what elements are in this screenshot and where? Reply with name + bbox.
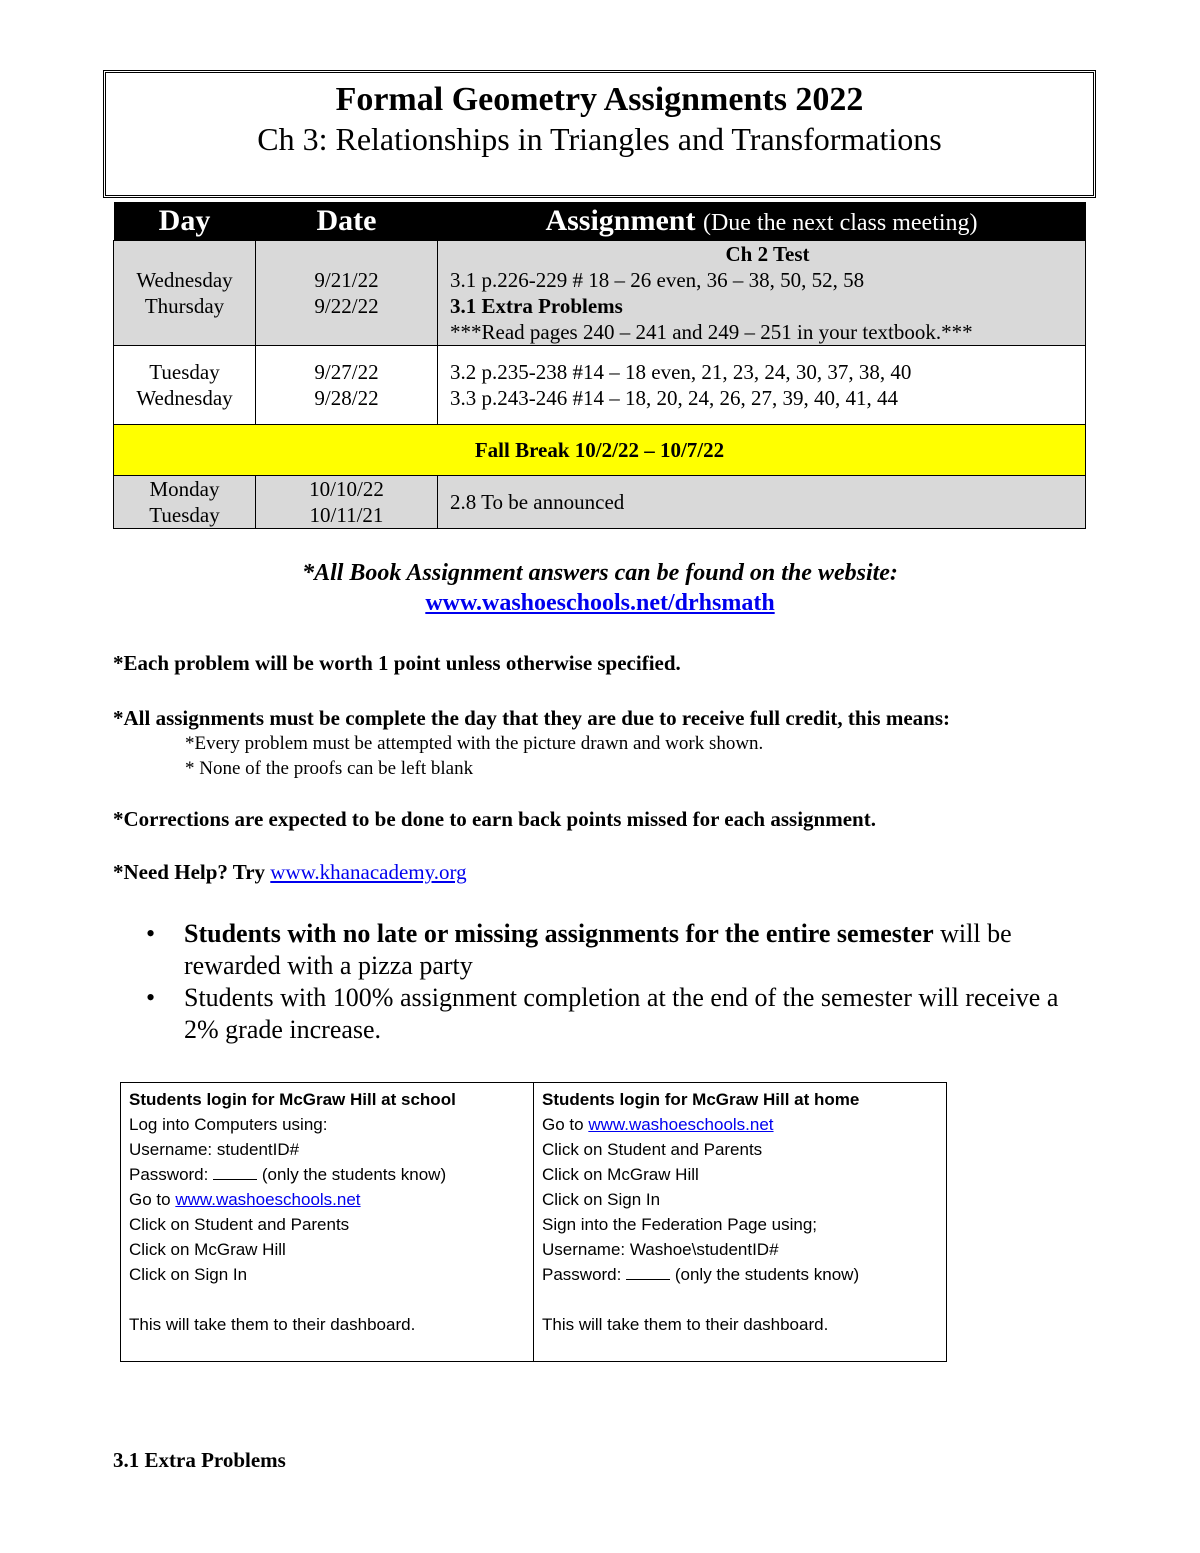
date-text: 9/27/22 [314, 360, 379, 384]
answers-note: *All Book Assignment answers can be found on the website: [302, 560, 898, 586]
date-cell [256, 241, 438, 346]
help-label: *Need Help? Try [113, 860, 266, 884]
login-home-heading: Students login for McGraw Hill at home [542, 1090, 860, 1109]
goto-label: Go to [129, 1190, 171, 1209]
header-day: Day [114, 202, 256, 241]
complete-note: *All assignments must be complete the day that they are due to receive full credit, this means: [113, 706, 950, 730]
password-note: (only the students know) [261, 1165, 447, 1184]
date-cell [256, 346, 438, 425]
fall-break-row [114, 425, 1086, 476]
date-text: 9/21/22 [314, 268, 379, 292]
fall-break-text: Fall Break 10/2/22 – 10/7/22 [114, 425, 1086, 476]
header-assignment-label: Assignment [545, 204, 696, 237]
login-line: Click on Sign In [129, 1265, 248, 1284]
date-text: 9/28/22 [314, 386, 379, 410]
assignment-line: 3.1 Extra Problems [450, 294, 623, 318]
page-subtitle: Ch 3: Relationships in Triangles and Transformations [257, 121, 942, 157]
schedule-header-row [114, 202, 1086, 241]
login-line: Click on Student and Parents [129, 1215, 350, 1234]
assignment-line: Ch 2 Test [725, 242, 810, 266]
title-box [103, 70, 1096, 198]
assignment-line: 3.3 p.243-246 #14 – 18, 20, 24, 26, 27, 39, 40, 41, 44 [450, 386, 898, 410]
login-home-cell [534, 1083, 947, 1362]
login-line [129, 1162, 525, 1187]
login-table [120, 1082, 947, 1362]
page-title: Formal Geometry Assignments 2022 [335, 81, 864, 118]
answers-link[interactable]: www.washoeschools.net/drhsmath [425, 590, 775, 616]
password-label: Password: [542, 1265, 622, 1284]
login-line: This will take them to their dashboard. [129, 1315, 416, 1334]
assignment-cell [438, 241, 1086, 346]
password-label: Password: [129, 1165, 209, 1184]
day-cell [114, 241, 256, 346]
password-blank [626, 1265, 670, 1280]
login-school-heading: Students login for McGraw Hill at school [129, 1090, 456, 1109]
day-text: Thursday [144, 294, 225, 318]
day-text: Tuesday [149, 360, 220, 384]
date-text: 10/11/21 [309, 503, 384, 527]
header-date: Date [256, 202, 438, 241]
bullet-icon: • [146, 983, 156, 1012]
help-note [113, 860, 467, 885]
header-assignment [438, 202, 1086, 241]
assignment-cell [438, 476, 1086, 529]
extra-problems-heading: 3.1 Extra Problems [113, 1448, 286, 1472]
goto-label: Go to [542, 1115, 584, 1134]
assignment-line: 2.8 To be announced [450, 490, 625, 514]
schedule-table [113, 202, 1086, 529]
reward-bold: Students with no late or missing assignments for the entire semester [184, 919, 934, 948]
day-text: Monday [149, 477, 220, 501]
complete-sub-1: *Every problem must be attempted with the picture drawn and work shown. [185, 733, 764, 754]
login-school-cell [121, 1083, 534, 1362]
login-line [542, 1112, 938, 1137]
password-blank [213, 1165, 257, 1180]
list-item [140, 918, 1080, 982]
login-line: Click on Sign In [542, 1190, 661, 1209]
reward-text: Students with 100% assignment completion at the end of the semester will receive a 2% grade increase. [184, 983, 1059, 1044]
points-note: *Each problem will be worth 1 point unless otherwise specified. [113, 651, 681, 675]
corrections-note: *Corrections are expected to be done to earn back points missed for each assignment. [113, 807, 876, 831]
login-line: Username: Washoe\studentID# [542, 1240, 779, 1259]
login-line: Username: studentID# [129, 1140, 300, 1159]
khan-link[interactable]: www.khanacademy.org [270, 860, 467, 884]
day-cell [114, 476, 256, 529]
day-text: Wednesday [136, 268, 233, 292]
complete-sub-2: * None of the proofs can be left blank [185, 758, 474, 779]
washoe-link[interactable]: www.washoeschools.net [588, 1115, 774, 1134]
washoe-link[interactable]: www.washoeschools.net [175, 1190, 361, 1209]
answers-link-wrap [0, 590, 1200, 617]
date-cell [256, 476, 438, 529]
assignment-line: ***Read pages 240 – 241 and 249 – 251 in your textbook.*** [450, 320, 973, 344]
date-text: 9/22/22 [314, 294, 379, 318]
login-line: Click on McGraw Hill [129, 1240, 286, 1259]
login-line [542, 1262, 938, 1287]
date-text: 10/10/22 [309, 477, 384, 501]
login-line: Log into Computers using: [129, 1115, 328, 1134]
assignment-cell [438, 346, 1086, 425]
login-line: Click on Student and Parents [542, 1140, 763, 1159]
bullet-icon: • [146, 919, 156, 948]
login-line: Click on McGraw Hill [542, 1165, 699, 1184]
login-line: This will take them to their dashboard. [542, 1315, 829, 1334]
table-row [114, 346, 1086, 425]
login-line [129, 1187, 525, 1212]
reward-rest: will be rewarded with a pizza party [184, 919, 1012, 980]
day-cell [114, 346, 256, 425]
table-row [114, 476, 1086, 529]
table-row [114, 241, 1086, 346]
reward-list [140, 918, 1080, 1046]
assignment-line: 3.2 p.235-238 #14 – 18 even, 21, 23, 24, 30, 37, 38, 40 [450, 360, 912, 384]
login-line: Sign into the Federation Page using; [542, 1215, 818, 1234]
header-assignment-note: (Due the next class meeting) [702, 210, 978, 236]
assignment-line: 3.1 p.226-229 # 18 – 26 even, 36 – 38, 50, 52, 58 [450, 268, 865, 292]
day-text: Wednesday [136, 386, 233, 410]
password-note: (only the students know) [674, 1265, 860, 1284]
list-item [140, 982, 1080, 1046]
day-text: Tuesday [149, 503, 220, 527]
